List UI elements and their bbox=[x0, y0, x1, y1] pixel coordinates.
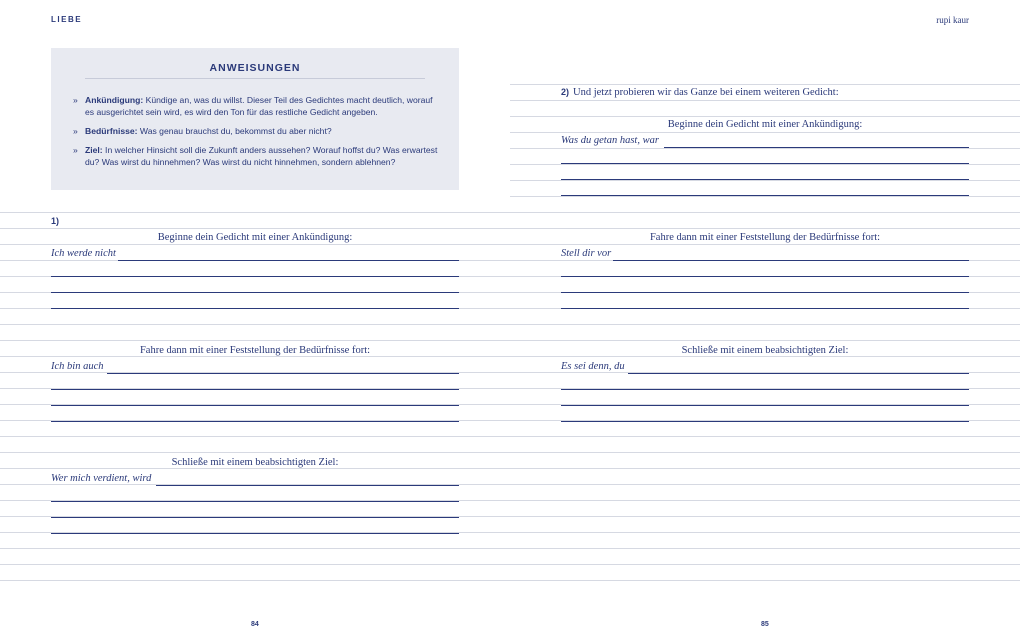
writing-line[interactable] bbox=[51, 308, 459, 309]
section-2-title-text: Und jetzt probieren wir das Ganze bei einem weiteren Gedicht: bbox=[573, 87, 839, 98]
rule-line bbox=[0, 436, 1020, 437]
writing-line[interactable] bbox=[51, 421, 459, 422]
instruction-text: Kündige an, was du willst. Dieser Teil des Gedichtes macht deutlich, worauf es ausgerichtet sein wird, es wird den Ton für das restliche Gedicht angeben. bbox=[85, 95, 433, 118]
page-number-left: 84 bbox=[251, 621, 259, 628]
writing-line[interactable] bbox=[51, 276, 459, 277]
rule-line bbox=[0, 452, 1020, 453]
writing-line[interactable] bbox=[561, 308, 969, 309]
writing-line[interactable] bbox=[561, 276, 969, 277]
section-2-heading-needs: Fahre dann mit einer Feststellung der Bedürfnisse fort: bbox=[649, 232, 881, 243]
instruction-item-announcement bbox=[73, 94, 443, 118]
writing-line[interactable] bbox=[664, 147, 969, 148]
instruction-text: In welcher Hinsicht soll die Zukunft anders aussehen? Worauf hoffst du? Was erwartest du? Was wirst du hinnehmen? Was wirst du nicht hinnehmen, sondern ablehnen? bbox=[85, 145, 438, 168]
section-2-number: 2) bbox=[561, 87, 570, 97]
writing-line[interactable] bbox=[51, 405, 459, 406]
rule-line bbox=[510, 196, 1020, 197]
rule-line bbox=[0, 548, 1020, 549]
instruction-text: Was genau brauchst du, bekommst du aber nicht? bbox=[137, 126, 332, 136]
section-1-heading-goal: Schließe mit einem beabsichtigten Ziel: bbox=[171, 457, 339, 468]
rule-line bbox=[510, 180, 1020, 181]
section-2-heading-announcement: Beginne dein Gedicht mit einer Ankündigung: bbox=[667, 119, 863, 130]
section-2-prompt-needs: Stell dir vor bbox=[561, 248, 612, 259]
rule-line bbox=[0, 484, 1020, 485]
rule-line bbox=[0, 212, 1020, 213]
section-2-title bbox=[561, 87, 839, 98]
rule-line bbox=[0, 580, 1020, 581]
rule-line bbox=[510, 84, 1020, 85]
bullet-icon: » bbox=[73, 145, 78, 155]
rule-line bbox=[0, 324, 1020, 325]
writing-line[interactable] bbox=[51, 389, 459, 390]
writing-line[interactable] bbox=[561, 421, 969, 422]
rule-line bbox=[510, 132, 1020, 133]
section-1-prompt-announcement: Ich werde nicht bbox=[51, 248, 116, 259]
writing-line[interactable] bbox=[628, 373, 969, 374]
instruction-term: Ziel: bbox=[85, 145, 103, 155]
rule-line bbox=[0, 244, 1020, 245]
bullet-icon: » bbox=[73, 95, 78, 105]
writing-line[interactable] bbox=[561, 292, 969, 293]
writing-line[interactable] bbox=[51, 501, 459, 502]
rule-line bbox=[510, 116, 1020, 117]
instruction-term: Ankündigung: bbox=[85, 95, 144, 105]
writing-line[interactable] bbox=[561, 389, 969, 390]
rule-line bbox=[0, 468, 1020, 469]
rule-line bbox=[0, 340, 1020, 341]
writing-line[interactable] bbox=[51, 292, 459, 293]
section-1-heading-needs: Fahre dann mit einer Feststellung der Bedürfnisse fort: bbox=[139, 345, 371, 356]
section-2-prompt-announcement: Was du getan hast, war bbox=[561, 135, 659, 146]
instruction-term: Bedürfnisse: bbox=[85, 126, 138, 136]
writing-line[interactable] bbox=[613, 260, 969, 261]
writing-line[interactable] bbox=[561, 179, 969, 180]
running-header-left: LIEBE bbox=[51, 15, 83, 24]
instruction-item-needs bbox=[73, 125, 443, 137]
section-1-number: 1) bbox=[51, 216, 60, 226]
rule-line bbox=[0, 228, 1020, 229]
writing-line[interactable] bbox=[118, 260, 459, 261]
rule-line bbox=[510, 148, 1020, 149]
section-2-prompt-goal: Es sei denn, du bbox=[561, 361, 625, 372]
writing-line[interactable] bbox=[51, 517, 459, 518]
section-2-heading-goal: Schließe mit einem beabsichtigten Ziel: bbox=[681, 345, 849, 356]
writing-line[interactable] bbox=[156, 485, 459, 486]
section-1-prompt-needs: Ich bin auch bbox=[51, 361, 104, 372]
rule-line bbox=[0, 356, 1020, 357]
page-number-right: 85 bbox=[761, 621, 769, 628]
instructions-title: ANWEISUNGEN bbox=[209, 62, 301, 74]
rule-line bbox=[0, 564, 1020, 565]
writing-line[interactable] bbox=[561, 163, 969, 164]
writing-line[interactable] bbox=[561, 195, 969, 196]
section-1-heading-announcement: Beginne dein Gedicht mit einer Ankündigung: bbox=[157, 232, 353, 243]
rule-line bbox=[510, 164, 1020, 165]
writing-line[interactable] bbox=[107, 373, 459, 374]
writing-line[interactable] bbox=[561, 405, 969, 406]
running-header-right: rupi kaur bbox=[936, 15, 969, 25]
rule-line bbox=[510, 100, 1020, 101]
instructions-title-divider bbox=[85, 78, 425, 79]
writing-line[interactable] bbox=[51, 533, 459, 534]
bullet-icon: » bbox=[73, 126, 78, 136]
section-1-prompt-goal: Wer mich verdient, wird bbox=[51, 473, 152, 484]
instruction-item-goal bbox=[73, 144, 443, 168]
